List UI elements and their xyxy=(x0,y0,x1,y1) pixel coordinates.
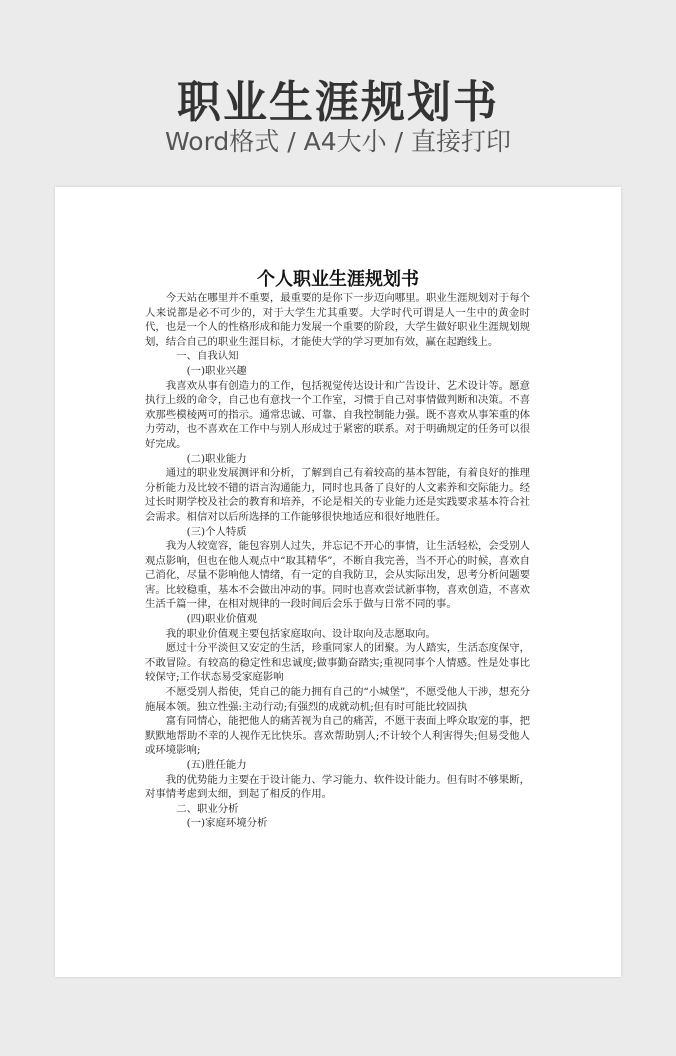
paragraph-competence: 我的优势能力主要在于设计能力、学习能力、软件设计能力。但有时不够果断，对事情考虑到太细，到起了相反的作用。 xyxy=(145,773,530,801)
paragraph-traits: 我为人较宽容，能包容别人过失，并忘记不开心的事情，让生活轻松，会受别人观点影响，但也在他人观点中“取其精华”，不断自我完善，当不开心的时候，喜欢自己消化，尽量不影响他人情绪，有一定的自我防卫，会从实际出发，思考分析问题要害。比较稳重，基本不会做出冲动的事。同时也喜欢尝试新事物，喜欢创造，不喜欢生活千篇一律，在相对规律的一段时间后会乐于做与日常不同的事。 xyxy=(145,540,530,611)
banner-subtitle: Word格式 / A4大小 / 直接打印 xyxy=(165,127,511,156)
paragraph-values-volunteer: 富有同情心，能把他人的痛苦视为自己的痛苦，不愿干表面上哗众取宠的事，把默默地帮助不幸的人视作无比快乐。喜欢帮助别人;不计较个人利害得失;但易受他人或环境影响; xyxy=(145,715,530,757)
subheading-competence: (五)胜任能力 xyxy=(186,759,247,771)
section-heading-self-awareness: 一、自我认知 xyxy=(176,350,239,363)
paragraph-values-family: 愿过十分平淡但又安定的生活，珍重同家人的团聚。为人踏实，生活态度保守，不敢冒险。有较高的稳定性和忠诚度;做事勤奋踏实;重视同事个人情感。性是处事比较保守;工作状态易受家庭影响 xyxy=(145,642,530,684)
banner-title: 职业生涯规划书 xyxy=(177,77,499,128)
paragraph-intro: 今天站在哪里并不重要，最重要的是你下一步迈向哪里。职业生涯规划对于每个人来说都是必不可少的，对于大学生尤其重要。大学时代可谓是人一生中的黄金时代，也是一个人的性格形成和能力发展一个重要的阶段，大学生做好职业生涯规划规划，结合自己的职业生涯目标，才能使大学的学习更加有效，赢在起跑线上。 xyxy=(145,292,530,348)
subheading-ability: (二)职业能力 xyxy=(186,452,247,465)
subheading-interest: (一)职业兴趣 xyxy=(186,364,247,377)
paragraph-interest: 我喜欢从事有创造力的工作，包括视觉传达设计和广告设计、艺术设计等。愿意执行上级的命令，自己也有意找一个工作室，习惯于自己对事情做判断和决策。不喜欢那些模棱两可的指示。通常忠诚、可靠、自我控制能力强。既不喜欢从事笨重的体力劳动，也不喜欢在工作中与别人形成过于紧密的联系。对于明确规定的任务可以很好完成。 xyxy=(145,379,530,450)
subheading-traits: (三)个人特质 xyxy=(186,525,247,538)
subheading-family-environment: (一)家庭环境分析 xyxy=(186,817,268,830)
paragraph-values-summary: 我的职业价值观主要包括家庭取向、设计取向及志愿取向。 xyxy=(165,627,436,640)
section-heading-career-analysis: 二、职业分析 xyxy=(176,802,239,815)
paragraph-ability: 通过的职业发展测评和分析，了解到自己有着较高的基本智能，有着良好的推理分析能力及比较不错的语言沟通能力，同时也具备了良好的人文素养和交际能力。经过长时期学校及社会的教育和培养，不论是相关的专业能力还是实践要求基本符合社会需求。相信对以后所选择的工作能够很快地适应和很好地胜任。 xyxy=(145,467,530,523)
document-title: 个人职业生涯规划书 xyxy=(257,269,419,290)
paragraph-values-independence: 不愿受别人指使，凭自己的能力拥有自己的“小城堡”，不愿受他人干涉，想充分施展本领。独立性强:主动行动;有强烈的成就动机;但有时可能比较固执 xyxy=(145,686,530,713)
document-page xyxy=(55,187,621,977)
subheading-values: (四)职业价值观 xyxy=(186,613,258,626)
document-body xyxy=(145,291,530,831)
